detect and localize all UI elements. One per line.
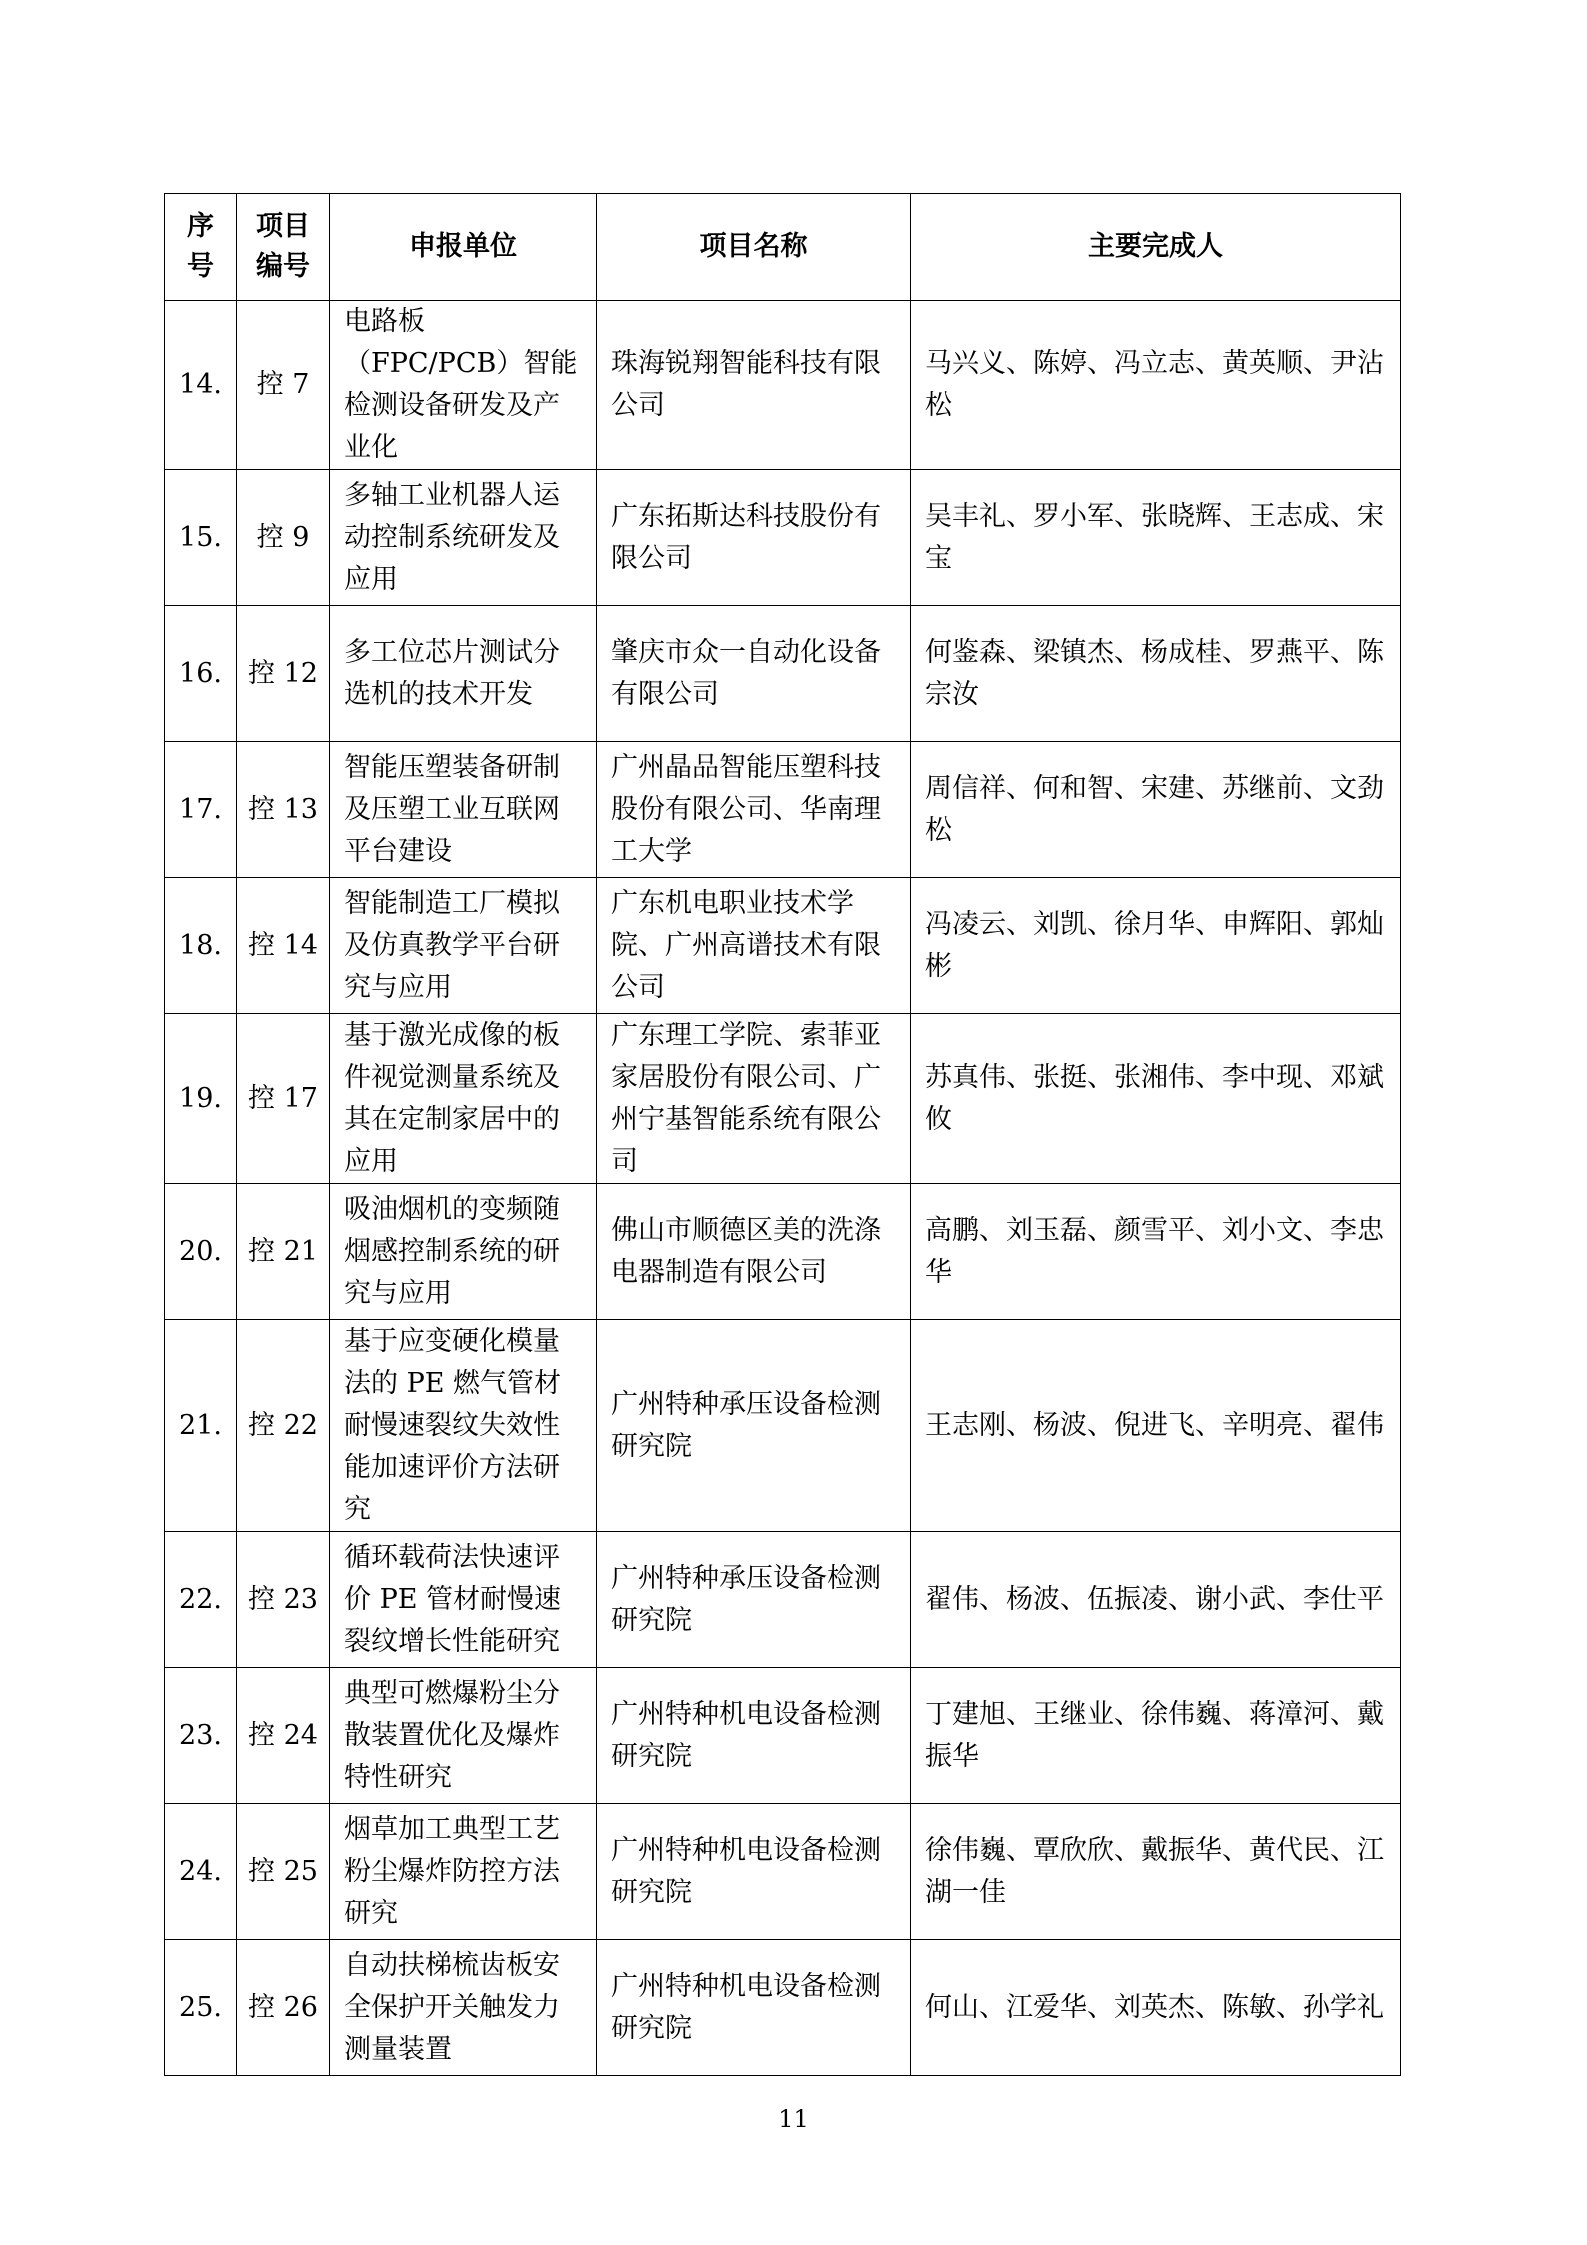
table-row [165,1668,1401,1804]
table-row [165,1940,1401,2076]
row-code: 控 17 [237,1014,330,1184]
table-row [165,1320,1401,1532]
row-code: 控 9 [237,470,330,606]
header-unit: 申报单位 [330,194,597,301]
row-people: 苏真伟、张挺、张湘伟、李中现、邓斌攸 [911,1014,1401,1184]
row-people: 周信祥、何和智、宋建、苏继前、文劲松 [911,742,1401,878]
row-unit: 烟草加工典型工艺粉尘爆炸防控方法研究 [330,1804,597,1940]
row-unit: 基于激光成像的板件视觉测量系统及其在定制家居中的应用 [330,1014,597,1184]
row-people: 何鉴森、梁镇杰、杨成桂、罗燕平、陈宗汝 [911,606,1401,742]
row-name: 广东拓斯达科技股份有限公司 [597,470,911,606]
row-people: 马兴义、陈婷、冯立志、黄英顺、尹沾松 [911,301,1401,470]
table-row [165,606,1401,742]
row-seq: 22. [165,1532,237,1668]
row-seq: 24. [165,1804,237,1940]
row-name: 佛山市顺德区美的洗涤电器制造有限公司 [597,1184,911,1320]
row-name: 广州特种承压设备检测研究院 [597,1532,911,1668]
row-seq: 18. [165,878,237,1014]
row-people: 吴丰礼、罗小军、张晓辉、王志成、宋宝 [911,470,1401,606]
row-unit: 典型可燃爆粉尘分散装置优化及爆炸特性研究 [330,1668,597,1804]
projects-table [164,193,1401,2076]
row-people: 翟伟、杨波、伍振凌、谢小武、李仕平 [911,1532,1401,1668]
row-unit: 电路板（FPC/PCB）智能检测设备研发及产业化 [330,301,597,470]
row-unit: 多轴工业机器人运动控制系统研发及应用 [330,470,597,606]
page-number: 11 [778,2105,809,2133]
table-row [165,1184,1401,1320]
row-code: 控 23 [237,1532,330,1668]
header-people: 主要完成人 [911,194,1401,301]
row-people: 王志刚、杨波、倪进飞、辛明亮、翟伟 [911,1320,1401,1532]
row-name: 广州特种承压设备检测研究院 [597,1320,911,1532]
row-name: 广州特种机电设备检测研究院 [597,1804,911,1940]
row-people: 高鹏、刘玉磊、颜雪平、刘小文、李忠华 [911,1184,1401,1320]
table-row [165,742,1401,878]
row-people: 丁建旭、王继业、徐伟巍、蒋漳河、戴振华 [911,1668,1401,1804]
row-seq: 14. [165,301,237,470]
row-people: 徐伟巍、覃欣欣、戴振华、黄代民、江湖一佳 [911,1804,1401,1940]
row-code: 控 7 [237,301,330,470]
row-code: 控 21 [237,1184,330,1320]
row-people: 冯凌云、刘凯、徐月华、申辉阳、郭灿彬 [911,878,1401,1014]
header-code: 项目编号 [237,194,330,301]
header-name: 项目名称 [597,194,911,301]
row-name: 广东理工学院、索菲亚家居股份有限公司、广州宁基智能系统有限公司 [597,1014,911,1184]
row-code: 控 24 [237,1668,330,1804]
row-name: 广州特种机电设备检测研究院 [597,1668,911,1804]
row-unit: 吸油烟机的变频随烟感控制系统的研究与应用 [330,1184,597,1320]
row-people: 何山、江爱华、刘英杰、陈敏、孙学礼 [911,1940,1401,2076]
row-code: 控 14 [237,878,330,1014]
row-unit: 智能压塑装备研制及压塑工业互联网平台建设 [330,742,597,878]
table-row [165,470,1401,606]
row-name: 广州特种机电设备检测研究院 [597,1940,911,2076]
row-name: 广东机电职业技术学院、广州高谱技术有限公司 [597,878,911,1014]
header-seq: 序号 [165,194,237,301]
table-header-row [165,194,1401,301]
row-seq: 16. [165,606,237,742]
row-seq: 21. [165,1320,237,1532]
row-code: 控 26 [237,1940,330,2076]
row-seq: 15. [165,470,237,606]
row-name: 广州晶品智能压塑科技股份有限公司、华南理工大学 [597,742,911,878]
row-unit: 循环载荷法快速评价 PE 管材耐慢速裂纹增长性能研究 [330,1532,597,1668]
row-code: 控 25 [237,1804,330,1940]
row-code: 控 22 [237,1320,330,1532]
row-unit: 基于应变硬化模量法的 PE 燃气管材耐慢速裂纹失效性能加速评价方法研究 [330,1320,597,1532]
table-row [165,1532,1401,1668]
row-unit: 多工位芯片测试分选机的技术开发 [330,606,597,742]
row-seq: 19. [165,1014,237,1184]
table-row [165,1014,1401,1184]
row-seq: 17. [165,742,237,878]
row-unit: 智能制造工厂模拟及仿真教学平台研究与应用 [330,878,597,1014]
row-seq: 20. [165,1184,237,1320]
table-row [165,301,1401,470]
row-code: 控 13 [237,742,330,878]
row-code: 控 12 [237,606,330,742]
row-name: 肇庆市众一自动化设备有限公司 [597,606,911,742]
row-unit: 自动扶梯梳齿板安全保护开关触发力测量装置 [330,1940,597,2076]
row-name: 珠海锐翔智能科技有限公司 [597,301,911,470]
row-seq: 25. [165,1940,237,2076]
row-seq: 23. [165,1668,237,1804]
table-row [165,878,1401,1014]
table-row [165,1804,1401,1940]
